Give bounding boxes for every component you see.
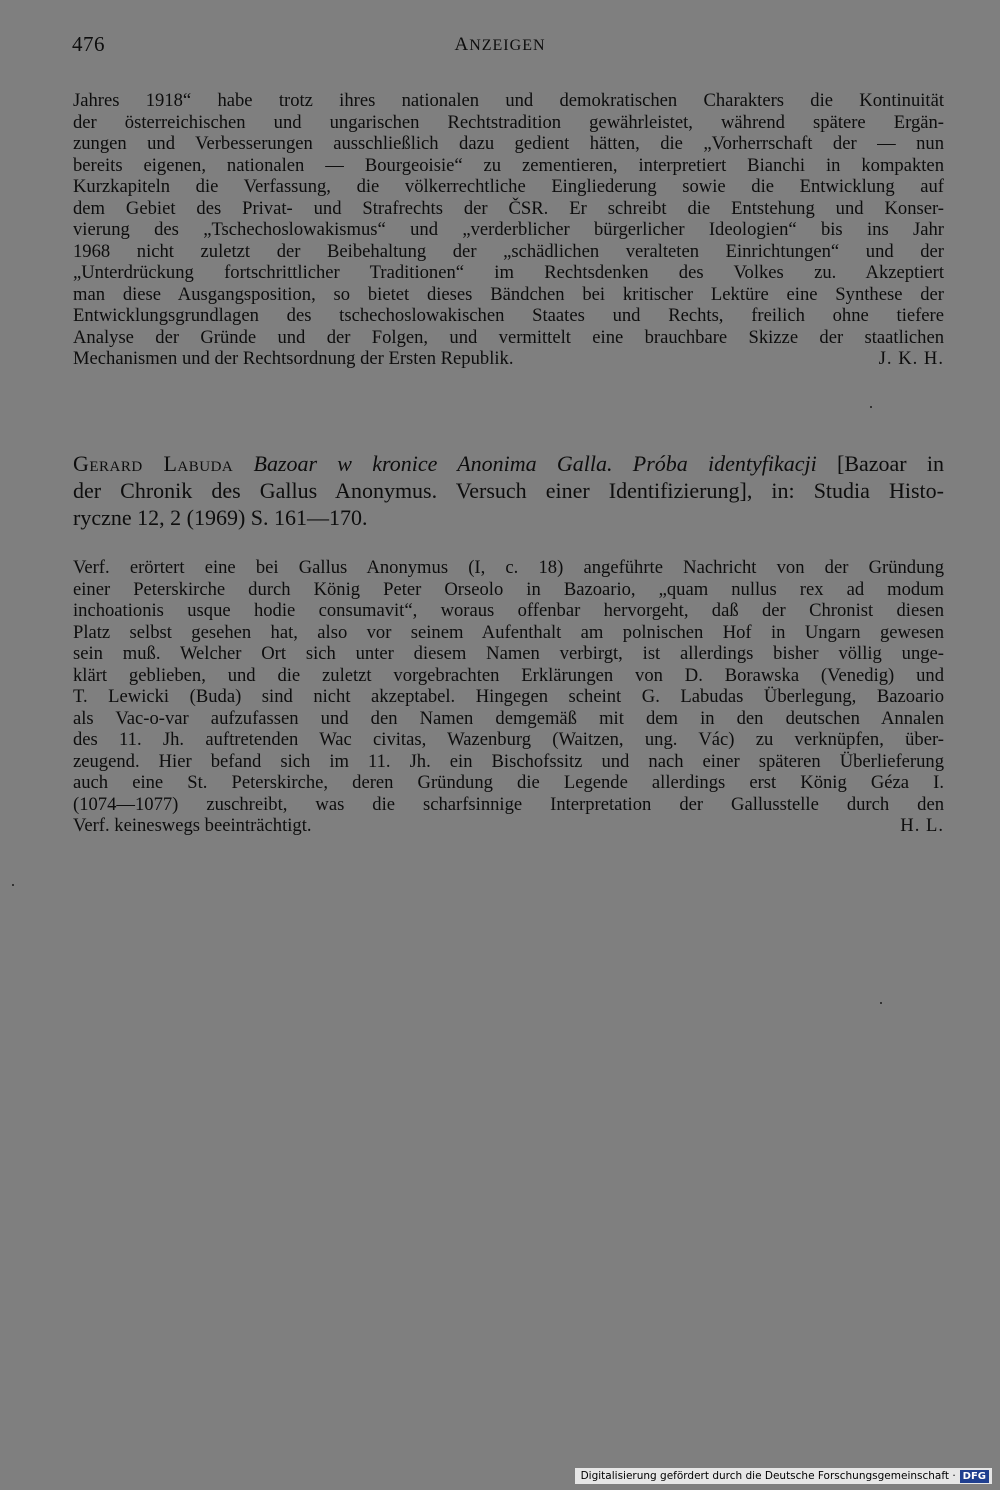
heading-line — [73, 450, 944, 477]
scan-speck — [870, 406, 872, 408]
text-line: des 11. Jh. auftretenden Wac civitas, Wazenburg (Waitzen, ung. Vác) zu verknüpfen, über- — [73, 729, 944, 750]
scan-speck — [880, 1002, 882, 1004]
text-line: zungen und Verbesserungen ausschließlich dazu gedient hätten, die „Vorherrschaft der — nun — [73, 133, 944, 154]
text-line: Platz selbst gesehen hat, also vor seinem Aufenthalt am polnischen Hof in Ungarn gewesen — [73, 621, 944, 643]
text-line: einer Peterskirche durch König Peter Orseolo in Bazoario, „quam nullus rex ad modum — [73, 578, 944, 600]
heading-line: der Chronik des Gallus Anonymus. Versuch einer Identifizierung], in: Studia Histo- — [73, 478, 944, 503]
title-translation-start: [Bazoar in — [837, 451, 944, 476]
closing-text: Verf. keineswegs beeinträchtigt. — [73, 815, 312, 836]
dfg-logo-icon: DFG — [960, 1470, 989, 1483]
text-line: man diese Ausgangsposition, so bietet dieses Bändchen bei kritischer Lektüre eine Synthese der — [73, 283, 944, 305]
review-heading-2 — [73, 450, 944, 531]
text-line: Kurzkapiteln die Verfassung, die völkerrechtliche Eingliederung sowie die Entwicklung auf — [73, 176, 944, 197]
text-line: inchoationis usque hodie consumavit“, woraus offenbar hervorgeht, daß der Chronist diesen — [73, 600, 944, 621]
review-body-2 — [73, 557, 944, 837]
text-line: klärt geblieben, und die zuletzt vorgebrachten Erklärungen von D. Borawska (Venedig) und — [73, 664, 944, 686]
review-body-1 — [73, 90, 944, 370]
text-line: zeugend. Hier befand sich im 11. Jh. ein Bischofssitz und nach einer späteren Überlieferung — [73, 750, 944, 772]
text-line: vierung des „Tschechoslowakismus“ und „verderblicher bürgerlicher Ideologien“ bis ins Jahr — [73, 219, 944, 240]
text-line: auch eine St. Peterskirche, deren Gründung die Legende allerdings erst König Géza I. — [73, 772, 944, 793]
text-line: Jahres 1918“ habe trotz ihres nationalen und demokratischen Charakters die Kontinuität — [73, 90, 944, 111]
text-line: „Unterdrückung fortschrittlicher Traditionen“ im Rechtsdenken des Volkes zu. Akzeptiert — [73, 262, 944, 283]
text-line: als Vac-o-var aufzufassen und den Namen demgemäß mit dem in den deutschen Annalen — [73, 707, 944, 729]
text-line: sein muß. Welcher Ort sich unter diesem Namen verbirgt, ist allerdings bisher völlig unge- — [73, 643, 944, 664]
text-line: (1074—1077) zuschreibt, was die scharfsinnige Interpretation der Gallusstelle durch den — [73, 793, 944, 815]
running-head — [0, 34, 1000, 56]
text-line: T. Lewicki (Buda) sind nicht akzeptabel. Hingegen scheint G. Labudas Überlegung, Bazoario — [73, 686, 944, 707]
text-line-last — [73, 815, 944, 837]
text-line: Analyse der Gründe und der Folgen, und vermittelt eine brauchbare Skizze der staatlichen — [73, 326, 944, 348]
running-head-initial: A — [454, 34, 470, 55]
text-line: dem Gebiet des Privat- und Strafrechts der ČSR. Er schreibt die Entstehung und Konser- — [73, 197, 944, 219]
text-line: Verf. erörtert eine bei Gallus Anonymus (I, c. 18) angeführte Nachricht von der Gründung — [73, 557, 944, 578]
closing-text: Mechanismen und der Rechtsordnung der Ersten Republik. — [73, 348, 514, 369]
digitization-footer — [575, 1468, 992, 1484]
heading-line: ryczne 12, 2 (1969) S. 161—170. — [73, 505, 368, 530]
reviewer-signature: H. L. — [900, 815, 944, 836]
work-title: Bazoar w kronice Anonima Galla. Próba identyfikacji — [253, 451, 817, 476]
footer-text: Digitalisierung gefördert durch die Deutsche Forschungsgemeinschaft · — [580, 1470, 956, 1482]
scan-speck — [12, 884, 14, 886]
text-line-last — [73, 348, 944, 370]
page-number: 476 — [72, 32, 105, 56]
running-head-rest: NZEIGEN — [469, 37, 546, 54]
text-line: 1968 nicht zuletzt der Beibehaltung der „schädlichen veralteten Einrichtungen“ und der — [73, 240, 944, 262]
author-name: Gerard Labuda — [73, 451, 234, 476]
reviewer-signature: J. K. H. — [878, 348, 944, 369]
text-line: bereits eigenen, nationalen — Bourgeoisie“ zu zementieren, interpretiert Bianchi in kompakten — [73, 154, 944, 176]
text-line: Entwicklungsgrundlagen des tschechoslowakischen Staates und Rechts, freilich ohne tiefere — [73, 305, 944, 326]
text-line: der österreichischen und ungarischen Rechtstradition gewährleistet, während spätere Ergän- — [73, 111, 944, 133]
